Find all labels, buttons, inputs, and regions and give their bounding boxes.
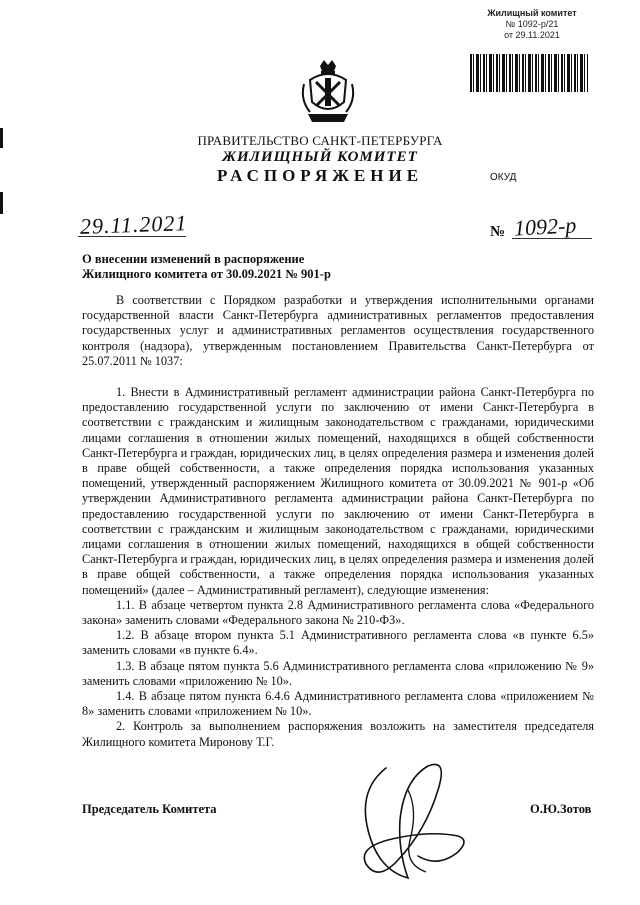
number-sign: №	[490, 224, 506, 240]
government-title: ПРАВИТЕЛЬСТВО САНКТ-ПЕТЕРБУРГА	[197, 133, 443, 148]
number-underline	[512, 238, 592, 239]
subject-line: Жилищного комитета от 30.09.2021 № 901-р	[82, 267, 331, 281]
stamp-organization: Жилищный комитет	[487, 8, 577, 18]
document-type: РАСПОРЯЖЕНИЕ	[216, 166, 424, 185]
document-subject	[82, 252, 502, 282]
signatory-name: О.Ю.Зотов	[530, 802, 592, 816]
paragraph-1-3: 1.3. В абзаце пятом пункта 5.6 Административного регламента слова «приложению № 9» заменить словами «приложению № 10».	[82, 658, 594, 688]
handwritten-signature	[338, 760, 478, 888]
scan-edge-mark	[0, 192, 3, 214]
signatory-title: Председатель Комитета	[82, 802, 217, 816]
committee-title: ЖИЛИЩНЫЙ КОМИТЕТ	[222, 149, 418, 165]
paragraph-2: 2. Контроль за выполнением распоряжения возложить на заместителя председателя Жилищного комитета Миронову Т.Г.	[82, 719, 594, 749]
stamp-date: от 29.11.2021	[504, 30, 560, 40]
subject-line: О внесении изменений в распоряжение	[82, 252, 305, 266]
preamble-paragraph: В соответствии с Порядком разработки и утверждения исполнительными органами государственной власти Санкт-Петербурга административных регламентов предоставления государственных услуг и административных регламентов осуществления государственного контроля (надзора), утвержденным постановлением Правительства Санкт-Петербурга от 25.07.2011 № 1037:	[82, 293, 594, 368]
handwritten-date: 29.11.2021	[79, 210, 188, 239]
stamp-number: № 1092-р/21	[505, 19, 559, 29]
okud-label: ОКУД	[490, 172, 517, 183]
date-underline	[78, 236, 186, 237]
handwritten-number: 1092-р	[513, 212, 577, 241]
document-body	[82, 293, 594, 750]
barcode	[470, 54, 588, 92]
paragraph-1-2: 1.2. В абзаце втором пункта 5.1 Административного регламента слова «в пункте 6.5» заменить словами «в пункте 6.4».	[82, 628, 594, 658]
paragraph-1-4: 1.4. В абзаце пятом пункта 6.4.6 Административного регламента слова «приложением № 8» заменить словами «приложением № 10».	[82, 689, 594, 719]
registration-stamp	[472, 8, 592, 41]
coat-of-arms-emblem	[300, 60, 356, 126]
paragraph-1-1: 1.1. В абзаце четвертом пункта 2.8 Административного регламента слова «Федерального закона» заменить словами «Федерального закона № 210-ФЗ».	[82, 597, 594, 628]
paragraph-1: 1. Внести в Административный регламент администрации района Санкт-Петербурга по предоставлению государственной услуги по заключению от имени Санкт-Петербурга в соответствии с гражданским и жилищным законодательством с гражданами, юридическими лицами соглашения в отношении жилых помещений, находящихся в общей собственности Санкт-Петербурга и граждан, юридических лиц, в целях определения размера и изменения долей в праве общей собственности, а также определения порядка использования указанных помещений, утвержденный распоряжением Жилищного комитета от 30.09.2021 № 901-р «Об утверждении Административного регламента администрации района Санкт-Петербурга по предоставлению государственной услуги по заключению от имени Санкт-Петербурга в соответствии с гражданским и жилищным законодательством с гражданами, юридическими лицами соглашения в отношении жилых помещений, находящихся в общей собственности Санкт-Петербурга и граждан, юридических лиц, в целях определения размера и изменения долей в праве общей собственности, а также определения порядка использования указанных помещений» (далее – Административный регламент), следующие изменения:	[82, 385, 594, 597]
